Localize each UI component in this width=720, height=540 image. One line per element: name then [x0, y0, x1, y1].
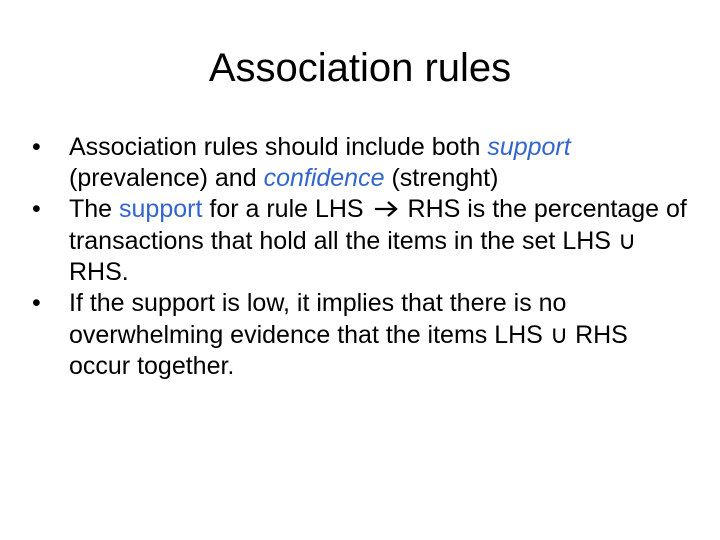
support-term: support: [119, 195, 203, 223]
slide-title: Association rules: [208, 46, 512, 90]
bullet-dot-icon: •: [32, 195, 41, 223]
confidence-term: confidence: [263, 164, 385, 192]
right-arrow-icon: [374, 200, 400, 218]
bullet-item: [30, 132, 690, 194]
bullet-text: If the support is low, it implies that there is no overwhelming evidence that the items LHS: [69, 289, 567, 349]
bullet-text: The: [69, 195, 120, 223]
bullet-text: Association rules should include both: [69, 133, 488, 161]
support-term: support: [487, 133, 571, 161]
bullet-item: [30, 288, 690, 382]
bullet-list: [30, 132, 690, 382]
bullet-text: RHS is the percentage of transactions that hold all the items in the set LHS: [69, 195, 687, 255]
bullet-text: (strenght): [384, 164, 499, 192]
bullet-text: RHS occur together.: [69, 321, 628, 380]
union-symbol: ∪: [549, 320, 569, 349]
bullet-text: (prevalence) and: [69, 164, 264, 192]
bullet-dot-icon: •: [32, 133, 41, 161]
bullet-text: RHS.: [69, 258, 129, 286]
bullet-dot-icon: •: [32, 289, 41, 317]
union-symbol: ∪: [617, 226, 637, 255]
bullet-text: for a rule LHS: [202, 195, 371, 223]
bullet-item: [30, 194, 690, 288]
